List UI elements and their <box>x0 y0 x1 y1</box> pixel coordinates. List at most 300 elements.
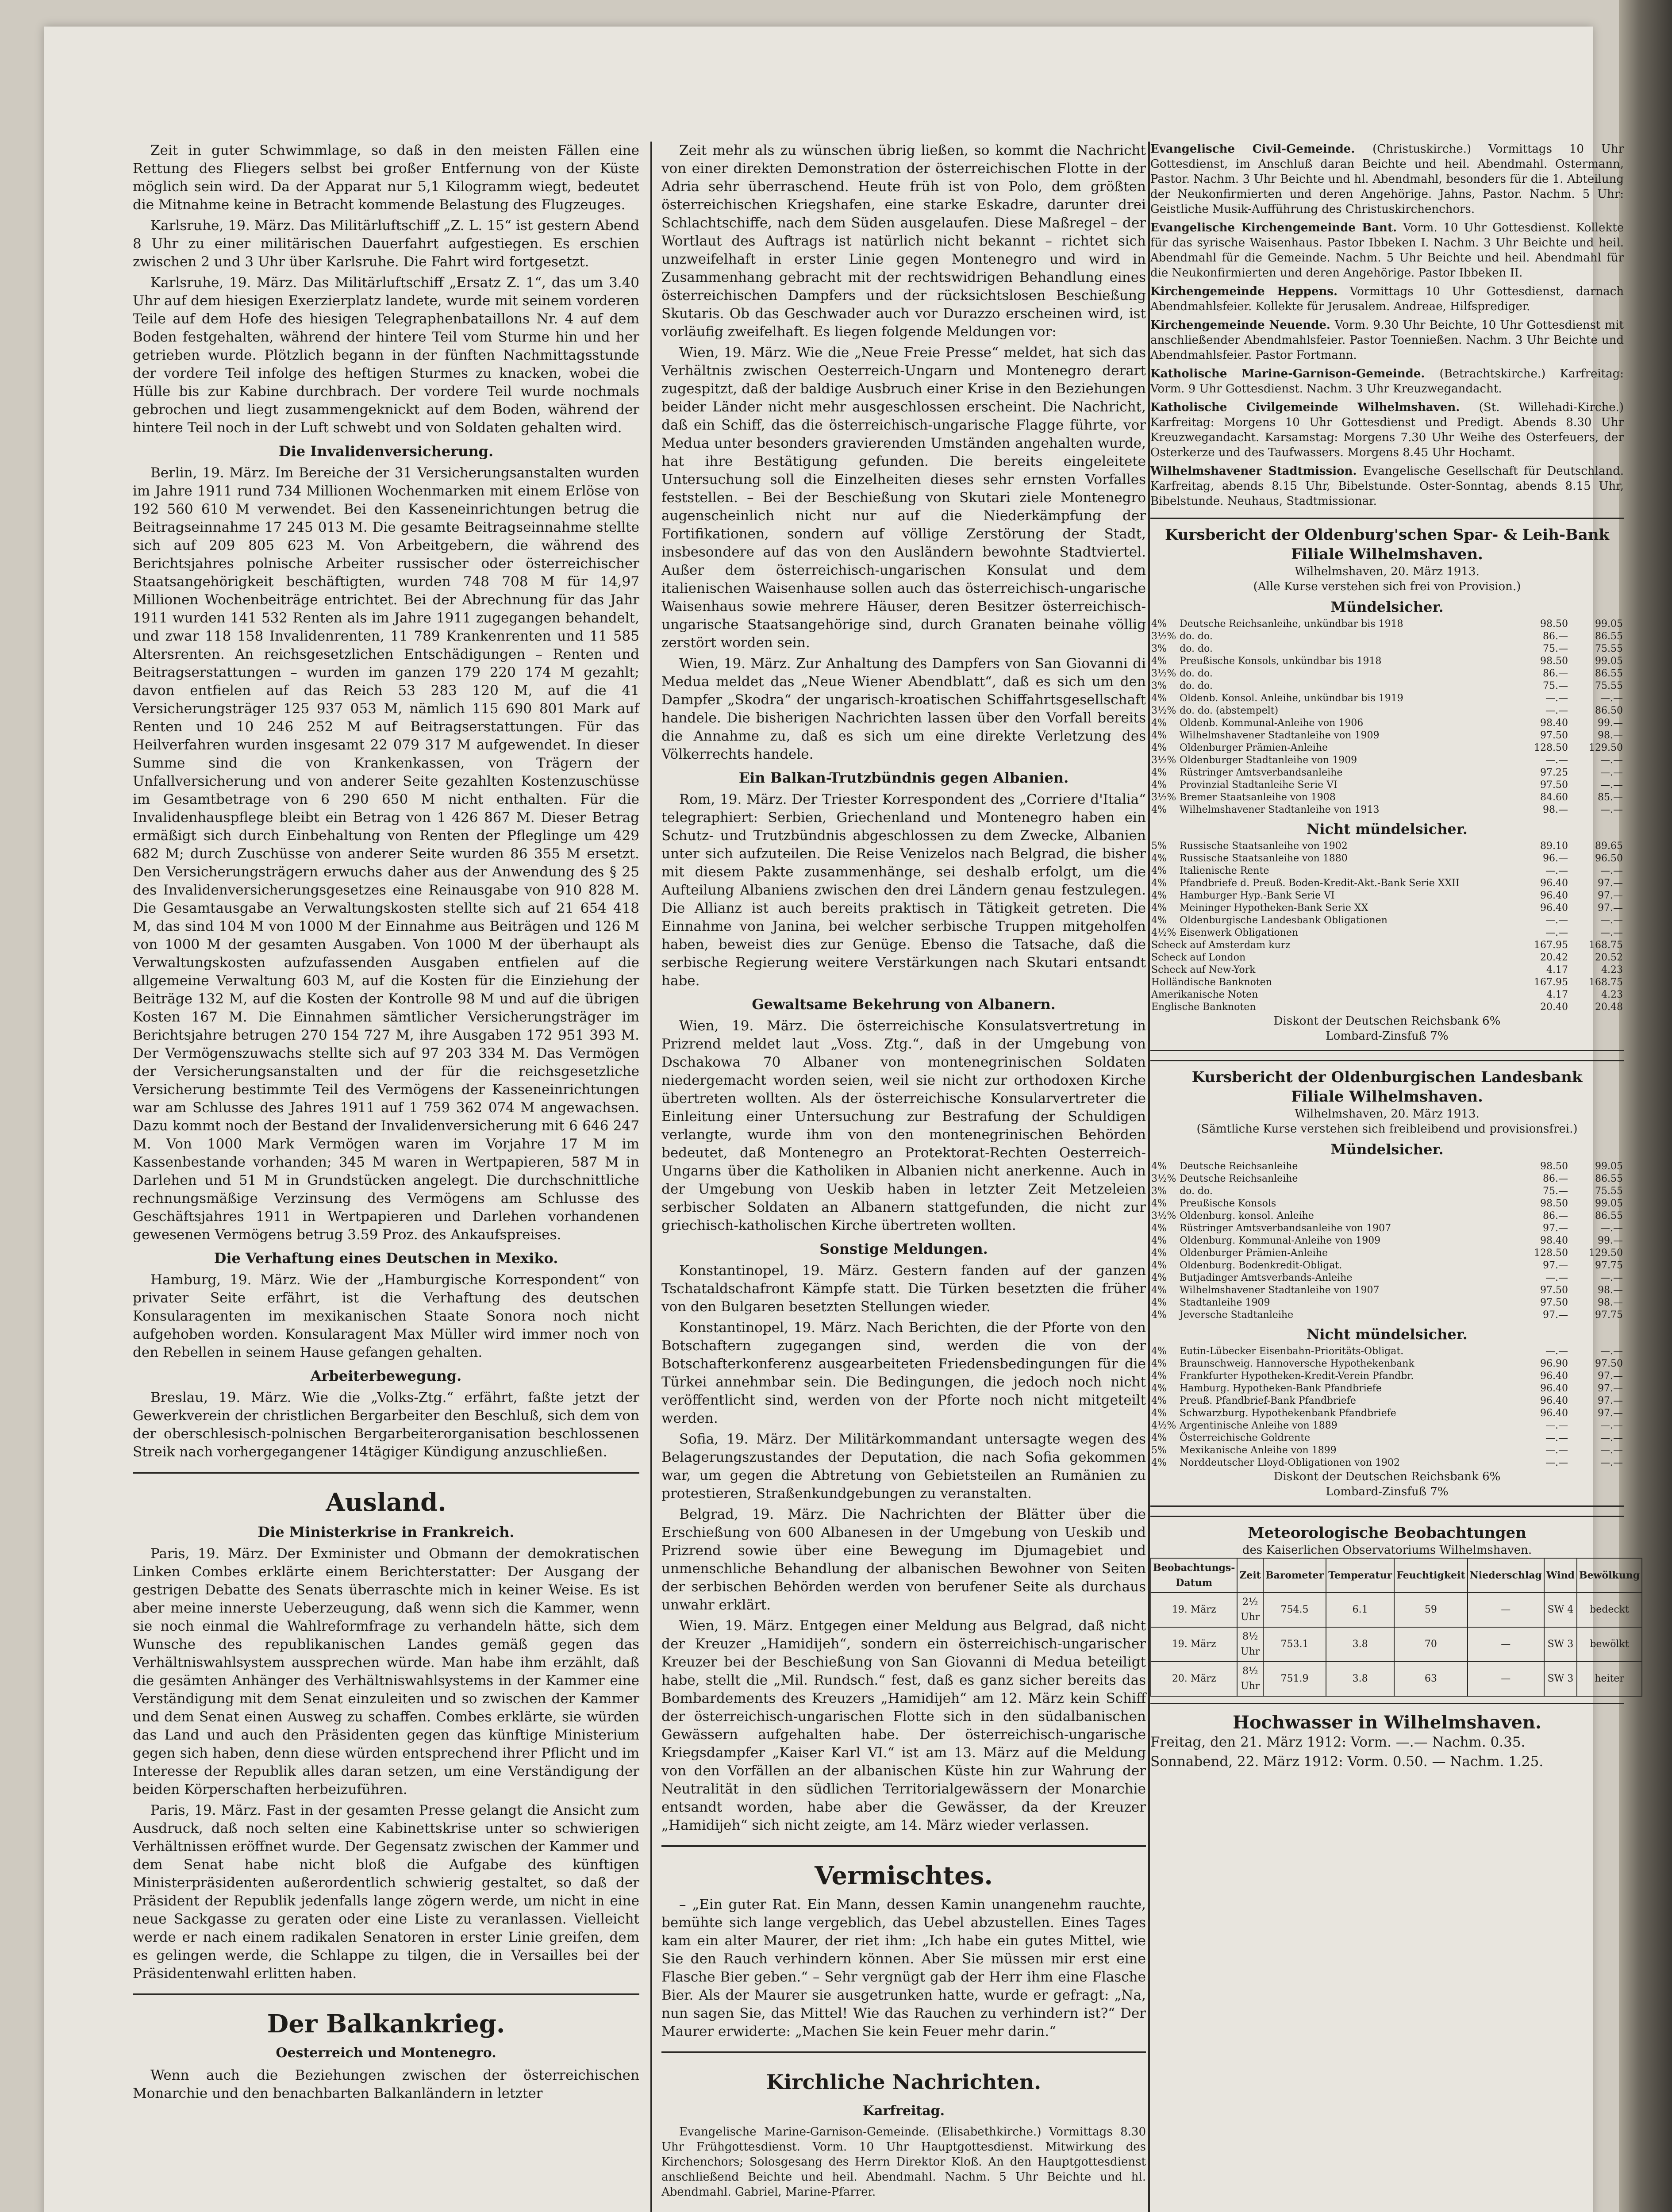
table-row <box>1150 1222 1624 1235</box>
rate-percent: 3½% <box>1151 668 1176 679</box>
bank-date: Wilhelmshaven, 20. März 1913. <box>1295 565 1480 578</box>
table-cell: 70 <box>1394 1627 1467 1662</box>
church-text: (Christuskirche.) Vormittags 10 Uhr Gottesdienst, im Anschluß daran Beichte und heil. Abendmahl. Ostermann, Pastor. Nachm. 3 Uhr Beichte und hl. Abendmahl, besonders für die 1. Abteilung der Neukonfirmierten und deren Angehörige. Jahns, Pastor. Nachm. 5 Uhr: Geistliche Musik-Aufführung des Christuskirchenchors. <box>1150 142 1624 216</box>
table-row <box>1150 1457 1624 1469</box>
rates-table <box>1150 1345 1624 1469</box>
weather-subtitle: des Kaiserlichen Observatoriums Wilhelmshaven. <box>1242 1544 1532 1557</box>
article-paragraph: Rom, 19. März. Der Triester Korrespondent des „Corriere d'Italia“ telegraphiert: Serbien, Griechenland und Montenegro haben ein Schutz- und Trutzbündnis abgeschlossen zu dem Zwecke, Albanien unter sich aufzuteilen. Die Reise Venizelos nach Belgrad, die bisher mit diesem Pakte zusammenhänge, sei deshalb erfolgt, um die Aufteilung Albaniens zwischen den drei Ländern genau festzulegen. Die Allianz ist auch bereits praktisch in Tätigkeit getreten. Die Einnahme von Janina, bei welcher serbische Truppen mitgeholfen haben, beweist dies zur Genüge. Ebenso die Tatsache, daß die serbische Regierung weitere Verstärkungen nach Skutari entsandt habe. <box>661 791 1146 989</box>
price-ask: 75.55 <box>1595 643 1623 654</box>
rates-table <box>1150 618 1624 816</box>
rate-percent: 4% <box>1151 656 1167 667</box>
table-row <box>1150 1160 1624 1173</box>
price-bid: 75.— <box>1543 1186 1568 1197</box>
price-bid: 4.17 <box>1546 964 1568 975</box>
price-bid: 86.— <box>1543 631 1568 642</box>
table-section: Nicht mündelsicher. <box>1307 821 1468 837</box>
security-name: Oldenburg. Kommunal-Anleihe von 1909 <box>1180 1235 1381 1246</box>
church-entry <box>1150 366 1624 396</box>
price-bid: 20.42 <box>1540 952 1568 963</box>
price-bid: —.— <box>1545 915 1568 926</box>
price-ask: —.— <box>1600 1420 1623 1431</box>
security-name: Deutsche Reichsanleihe <box>1180 1173 1298 1184</box>
price-bid: —.— <box>1545 1445 1568 1456</box>
column-rule <box>1148 142 1150 2212</box>
price-ask: 168.75 <box>1589 977 1623 988</box>
price-ask: 97.50 <box>1595 1358 1623 1369</box>
table-row <box>1150 989 1624 1001</box>
rate-percent: 4% <box>1151 1310 1167 1321</box>
section-heading: Die Ministerkrise in Frankreich. <box>258 1524 515 1540</box>
table-row <box>1150 840 1624 853</box>
price-bid: 98.40 <box>1540 718 1568 729</box>
table-row <box>1150 976 1624 989</box>
column-1 <box>133 142 639 2105</box>
table-cell: 2½ Uhr <box>1237 1593 1263 1627</box>
church-text: Vorm. 10 Uhr Gottesdienst. Kollekte für das syrische Waisenhaus. Pastor Ibbeken I. Nachm. 3 Uhr Beichte und heil. Abendmahl für die Gemeinde. Nachm. 5 Uhr Beichte und heil. Abendmahl für die Neukonfirmierten und deren Angehörige. Pastor Ibbeken II. <box>1150 221 1624 280</box>
rate-percent: 4% <box>1151 742 1167 753</box>
department-heading: Ausland. <box>326 1488 446 1517</box>
table-row <box>1150 692 1624 705</box>
discount-line: Diskont der Deutschen Reichsbank 6% <box>1273 1014 1501 1028</box>
rate-percent: 3½% <box>1151 1210 1176 1221</box>
security-name: Bremer Staatsanleihe von 1908 <box>1180 792 1336 803</box>
rate-percent: 4% <box>1151 1272 1167 1283</box>
table-row <box>1150 1420 1624 1432</box>
price-ask: —.— <box>1600 804 1623 815</box>
table-cell: bewölkt <box>1577 1627 1642 1662</box>
article-paragraph: Zeit in guter Schwimmlage, so daß in den meisten Fällen eine Rettung des Fliegers selbst bei großer Entfernung von der Küste möglich sein wird. Da der Apparat nur 5,1 Kilogramm wiegt, bedeutet die Mitnahme keine in Betracht kommende Belastung des Flugzeuges. <box>133 142 639 213</box>
column-header: Temperatur <box>1326 1558 1394 1593</box>
table-row <box>1150 1370 1624 1382</box>
bank-subtitle: Filiale Wilhelmshaven. <box>1291 545 1483 563</box>
bank-note: (Sämtliche Kurse verstehen sich freibleibend und provisionsfrei.) <box>1196 1122 1578 1136</box>
security-name: Frankfurter Hypotheken-Kredit-Verein Pfandbr. <box>1180 1371 1414 1382</box>
column-2 <box>661 142 1146 2202</box>
price-ask: —.— <box>1600 780 1623 791</box>
table-row <box>1151 1662 1642 1696</box>
security-name: Scheck auf London <box>1151 952 1246 963</box>
church-entry <box>1150 400 1624 460</box>
rate-percent: 4% <box>1151 890 1167 901</box>
rate-percent: 4% <box>1151 804 1167 815</box>
security-name: do. do. (abstempelt) <box>1180 705 1279 716</box>
price-bid: 167.95 <box>1534 977 1568 988</box>
price-ask: 4.23 <box>1601 964 1623 975</box>
article-paragraph: Wien, 19. März. Wie die „Neue Freie Presse“ meldet, hat sich das Verhältnis zwischen Oesterreich-Ungarn und Montenegro derart zugespitzt, daß der baldige Ausbruch einer Krise in den Beziehungen beider Länder nicht mehr ausgeschlossen erscheint. Die Nachricht, daß ein Schiff, das die österreichisch-ungarische Flagge führte, vor Medua unter besonders gravierenden Umständen angehalten wurde, hat ihre Bestätigung gefunden. Die bereits eingeleitete Untersuchung soll die Einzelheiten dieses sehr ernsten Vorfalles feststellen. – Bei der Beschießung von Skutari ziele Montenegro augenscheinlich nicht nur auf die Niederkämpfung der Fortifikationen, sondern auf völlige Zerstörung der Stadt, insbesondere auf das von den Ausländern bewohnte Stadtviertel. Außer dem österreichisch-ungarischen Konsulat und dem italienischen Waisenhause sollen auch das österreichisch-ungarische Waisenhaus sowie mehrere Häuser, deren Besitzer österreichisch-ungarische Staatsangehörige sind, durch Granaten beinahe völlig zerstört worden sein. <box>661 345 1146 651</box>
table-row <box>1150 877 1624 890</box>
price-ask: 97.— <box>1598 890 1623 901</box>
table-header-row <box>1151 1558 1642 1593</box>
security-name: Mexikanische Anleihe von 1899 <box>1180 1445 1337 1456</box>
article-paragraph: Breslau, 19. März. Wie die „Volks-Ztg.“ erfährt, faßte jetzt der Gewerkverein der christlichen Bergarbeiter den Beschluß, sich dem von der oberschlesisch-polnischen Bergarbeiterorganisation beschlossenen Streik nach vorhergegangener 14tägiger Kündigung anzuschließen. <box>133 1390 639 1460</box>
security-name: Scheck auf New-York <box>1151 964 1256 975</box>
rate-percent: 3½% <box>1151 631 1176 642</box>
rate-percent: 4% <box>1151 1371 1167 1382</box>
security-name: Amerikanische Noten <box>1151 989 1258 1000</box>
rate-percent: 4% <box>1151 1285 1167 1296</box>
price-bid: 96.40 <box>1540 1408 1568 1419</box>
table-row <box>1150 1444 1624 1457</box>
price-bid: 98.50 <box>1540 618 1568 630</box>
exchange-table <box>1150 939 1624 1014</box>
section-heading: Gewaltsame Bekehrung von Albanern. <box>752 996 1056 1013</box>
price-bid: 128.50 <box>1534 742 1568 753</box>
table-row <box>1150 680 1624 692</box>
table-row <box>1150 791 1624 804</box>
price-bid: —.— <box>1545 1457 1568 1468</box>
table-row <box>1150 754 1624 767</box>
table-row <box>1150 927 1624 939</box>
bank-title: Kursbericht der Oldenburgischen Landesbank <box>1192 1068 1583 1086</box>
rate-percent: 4% <box>1151 1248 1167 1259</box>
divider <box>661 2051 1146 2053</box>
table-row <box>1150 1260 1624 1272</box>
article-paragraph: Konstantinopel, 19. März. Gestern fanden auf der ganzen Tschataldschafront Kämpfe statt. Die Türken besetzten die früher von den Bulgaren besetzten Stellungen wieder. <box>661 1263 1146 1315</box>
section-heading: Oesterreich und Montenegro. <box>276 2045 496 2061</box>
bank-report-2 <box>1150 1060 1624 1507</box>
table-row <box>1150 1432 1624 1444</box>
table-cell: 754.5 <box>1263 1593 1326 1627</box>
table-row <box>1150 865 1624 877</box>
security-name: Jeversche Stadtanleihe <box>1180 1310 1294 1321</box>
rate-percent: 4% <box>1151 1161 1167 1172</box>
table-row <box>1150 655 1624 668</box>
price-bid: 98.50 <box>1540 1161 1568 1172</box>
price-bid: —.— <box>1545 705 1568 716</box>
church-entry <box>1150 220 1624 280</box>
table-cell: — <box>1468 1627 1544 1662</box>
table-cell: 19. März <box>1151 1593 1237 1627</box>
price-ask: —.— <box>1600 1223 1623 1234</box>
table-row <box>1150 952 1624 964</box>
security-name: Russische Staatsanleihe von 1880 <box>1180 853 1348 864</box>
security-name: Oldenburg. konsol. Anleihe <box>1180 1210 1314 1221</box>
section-heading: Die Verhaftung eines Deutschen in Mexiko. <box>214 1250 558 1267</box>
price-ask: —.— <box>1600 915 1623 926</box>
price-ask: 86.55 <box>1595 1210 1623 1221</box>
price-bid: 167.95 <box>1534 940 1568 951</box>
security-name: do. do. <box>1180 680 1213 691</box>
price-ask: —.— <box>1600 1432 1623 1444</box>
table-row <box>1150 914 1624 927</box>
rate-percent: 4% <box>1151 1260 1167 1271</box>
table-cell: SW 3 <box>1544 1662 1577 1696</box>
church-name: Katholische Civilgemeinde Wilhelmshaven. <box>1150 401 1479 414</box>
divider <box>661 1845 1146 1847</box>
security-name: Provinzial Stadtanleihe Serie VI <box>1180 780 1338 791</box>
rate-percent: 4% <box>1151 1297 1167 1308</box>
book-binding <box>1619 0 1672 2212</box>
rate-percent: 4% <box>1151 1408 1167 1419</box>
security-name: Butjadinger Amtsverbands-Anleihe <box>1180 1272 1353 1283</box>
security-name: Rüstringer Amtsverbandsanleihe <box>1180 767 1343 778</box>
table-row <box>1151 1593 1642 1627</box>
table-row <box>1150 964 1624 976</box>
table-row <box>1150 1407 1624 1420</box>
column-header: Feuchtigkeit <box>1394 1558 1467 1593</box>
table-row <box>1150 618 1624 630</box>
church-name: Kirchengemeinde Heppens. <box>1150 285 1350 298</box>
rate-percent: 4% <box>1151 1198 1167 1209</box>
security-name: do. do. <box>1180 1186 1213 1197</box>
security-name: Argentinische Anleihe von 1889 <box>1180 1420 1338 1431</box>
security-name: Schwarzburg. Hypothekenbank Pfandbriefe <box>1180 1408 1396 1419</box>
price-ask: 75.55 <box>1595 1186 1623 1197</box>
price-ask: 99.— <box>1598 718 1623 729</box>
church-notices <box>1150 142 1624 509</box>
price-ask: —.— <box>1600 1457 1623 1468</box>
price-bid: 96.40 <box>1540 1395 1568 1406</box>
table-cell: 59 <box>1394 1593 1467 1627</box>
price-ask: 20.48 <box>1595 1002 1623 1013</box>
price-bid: 97.50 <box>1540 1297 1568 1308</box>
article-paragraph: Hamburg, 19. März. Wie der „Hamburgische Korrespondent“ von privater Seite erfährt, ist die Verhaftung des deutschen Konsularagenten im mexikanischen Staate Sonora noch nicht aufgehoben worden. Konsularagent Max Müller wird immer noch von den Rebellen in seinem Hause gefangen gehalten. <box>133 1272 639 1360</box>
weather-report <box>1150 1516 1640 1704</box>
article-paragraph: Karlsruhe, 19. März. Das Militärluftschiff „Z. L. 15“ ist gestern Abend 8 Uhr zu einer militärischen Dauerfahrt aufgestiegen. Es erschien zwischen 2 und 3 Uhr über Karlsruhe. Die Fahrt wird fortgesetzt. <box>133 218 639 270</box>
price-bid: 86.— <box>1543 1210 1568 1221</box>
table-cell: 3.8 <box>1326 1662 1394 1696</box>
price-ask: 97.— <box>1598 1395 1623 1406</box>
rate-percent: 4% <box>1151 1358 1167 1369</box>
article-paragraph: Karlsruhe, 19. März. Das Militärluftschiff „Ersatz Z. 1“, das um 3.40 Uhr auf dem hiesigen Exerzierplatz landete, wurde mit seinem vorderen Teile auf dem Hofe des hiesigen Telegraphenbataillons Nr. 4 auf dem Boden festgehalten, während der hintere Teil vom Sturme hin und her getrieben wurde. Plötzlich begann in der fünften Nachmittagsstunde der vordere Teil infolge des heftigen Sturmes zu knacken, wobei die Hülle bis zur Kabine durchbrach. Der vordere Teil wurde nochmals gebrochen und liegt zusammengeknickt auf dem Boden, während der hintere Teil noch in der Luft schwebt und von Soldaten gehalten wird. <box>133 275 639 436</box>
security-name: Oldenb. Kommunal-Anleihe von 1906 <box>1180 718 1364 729</box>
discount-line: Diskont der Deutschen Reichsbank 6% <box>1273 1470 1501 1483</box>
article-paragraph: Wenn auch die Beziehungen zwischen der österreichischen Monarchie und den benachbarten Balkanländern in letzter <box>133 2067 639 2101</box>
rate-percent: 4% <box>1151 693 1167 704</box>
rate-percent: 3½% <box>1151 755 1176 766</box>
price-bid: 97.— <box>1543 1310 1568 1321</box>
table-row <box>1150 1309 1624 1321</box>
table-row <box>1151 1627 1642 1662</box>
table-section: Mündelsicher. <box>1330 599 1444 615</box>
column-header: Bewölkung <box>1577 1558 1642 1593</box>
price-ask: 97.— <box>1598 878 1623 889</box>
table-cell: 20. März <box>1151 1662 1237 1696</box>
rate-percent: 3% <box>1151 1186 1167 1197</box>
rate-percent: 4% <box>1151 878 1167 889</box>
price-ask: 85.— <box>1598 792 1623 803</box>
table-row <box>1150 643 1624 655</box>
table-row <box>1150 853 1624 865</box>
table-cell: 63 <box>1394 1662 1467 1696</box>
department-heading: Der Balkankrieg. <box>267 2009 505 2039</box>
table-row <box>1150 1198 1624 1210</box>
department-heading: Vermischtes. <box>815 1861 993 1890</box>
price-bid: 20.40 <box>1540 1002 1568 1013</box>
rate-percent: 4% <box>1151 853 1167 864</box>
security-name: do. do. <box>1180 643 1213 654</box>
security-name: Meininger Hypotheken-Bank Serie XX <box>1180 902 1368 914</box>
price-ask: 4.23 <box>1601 989 1623 1000</box>
high-water-line: Freitag, den 21. März 1912: Vorm. —.— Nachm. 0.35. <box>1150 1734 1526 1750</box>
price-bid: 75.— <box>1543 643 1568 654</box>
price-ask: 99.05 <box>1595 656 1623 667</box>
section-heading: Sonstige Meldungen. <box>819 1240 988 1257</box>
price-bid: —.— <box>1545 693 1568 704</box>
article-paragraph: Belgrad, 19. März. Die Nachrichten der Blätter über die Erschießung von 600 Albanesen in der Umgebung von Ueskib und Prizrend sowie über eine Bewegung im Djumagebiet und unmenschliche Behandlung der albanischen Bewohner von Seiten der serbischen Behörden werden von berufener Seite als durchaus unwahr erklärt. <box>661 1506 1146 1613</box>
price-ask: —.— <box>1600 865 1623 876</box>
security-name: Eutin-Lübecker Eisenbahn-Prioritäts-Obligat. <box>1180 1346 1404 1357</box>
article-paragraph: Zeit mehr als zu wünschen übrig ließen, so kommt die Nachricht von einer direkten Demonstration der österreichischen Flotte in der Adria sehr überraschend. Heute früh ist von Polo, dem größten österreichischen Kriegshafen, eine starke Eskadre, darunter drei Schlachtschiffe, nach dem Süden ausgelaufen. Diese Maßregel – der Wortlaut des Auftrags ist natürlich nicht bekannt – richtet sich unzweifelhaft in erster Linie gegen Montenegro und wird in Zusammenhang gebracht mit der rechtswidrigen Behandlung eines österreichischen Dampfers und der rücksichtslosen Beschießung Skutaris. Ob das Geschwader auch vor Durazzo erscheinen wird, ist vorläufig zweifelhaft. Es liegen folgende Meldungen vor: <box>661 142 1146 340</box>
church-entry <box>1150 464 1624 509</box>
price-bid: 96.40 <box>1540 1383 1568 1394</box>
table-section: Mündelsicher. <box>1330 1141 1444 1158</box>
price-ask: 99.— <box>1598 1235 1623 1246</box>
divider <box>133 1472 639 1474</box>
price-ask: 98.— <box>1598 1285 1623 1296</box>
price-bid: 96.90 <box>1540 1358 1568 1369</box>
security-name: Italienische Rente <box>1180 865 1269 876</box>
price-bid: 89.10 <box>1540 841 1568 852</box>
table-row <box>1150 902 1624 914</box>
price-bid: —.— <box>1545 1432 1568 1444</box>
price-bid: 96.40 <box>1540 878 1568 889</box>
price-ask: —.— <box>1600 1272 1623 1283</box>
table-cell: 6.1 <box>1326 1593 1394 1627</box>
rate-percent: 4% <box>1151 1432 1167 1444</box>
church-text: Vormittags 10 Uhr Gottesdienst, darnach Abendmahlsfeier. Kollekte für Jerusalem. Andreae, Hilfsprediger. <box>1150 285 1624 313</box>
bank-report-1 <box>1150 518 1624 1051</box>
price-bid: 97.50 <box>1540 1285 1568 1296</box>
church-text: Evangelische Gesellschaft für Deutschland. Karfreitag, abends 8.15 Uhr, Bibelstunde. Oster-Sonntag, abends 8.15 Uhr, Bibelstunde. Neuhaus, Stadtmissionar. <box>1150 465 1624 508</box>
rate-percent: 3½% <box>1151 705 1176 716</box>
security-name: Englische Banknoten <box>1151 1002 1256 1013</box>
table-cell: 19. März <box>1151 1627 1237 1662</box>
security-name: Deutsche Reichsanleihe <box>1180 1161 1298 1172</box>
price-bid: 84.60 <box>1540 792 1568 803</box>
lombard-line: Lombard-Zinsfuß 7% <box>1326 1029 1449 1043</box>
price-ask: —.— <box>1600 693 1623 704</box>
price-bid: —.— <box>1545 1346 1568 1357</box>
price-ask: 86.55 <box>1595 1173 1623 1184</box>
price-bid: 97.50 <box>1540 780 1568 791</box>
rate-percent: 5% <box>1151 1445 1167 1456</box>
price-ask: 97.— <box>1598 1371 1623 1382</box>
column-header: Barometer <box>1263 1558 1326 1593</box>
bank-subtitle: Filiale Wilhelmshaven. <box>1291 1088 1483 1106</box>
table-row <box>1150 1173 1624 1185</box>
rate-percent: 3½% <box>1151 792 1176 803</box>
column-3 <box>1150 142 1640 1771</box>
security-name: Eisenwerk Obligationen <box>1180 927 1299 938</box>
table-row <box>1150 779 1624 791</box>
article-paragraph: Sofia, 19. März. Der Militärkommandant untersagte wegen des Belagerungszustandes der Deputation, die nach Sofia gekommen war, um gegen die Abtretung von Gebietsteilen an Rumänien zu protestieren, Straßenkundgebungen zu veranstalten. <box>661 1431 1146 1502</box>
column-header: Niederschlag <box>1468 1558 1544 1593</box>
divider <box>133 1993 639 1995</box>
price-bid: —.— <box>1545 1272 1568 1283</box>
table-row <box>1150 1358 1624 1370</box>
rate-percent: 4% <box>1151 915 1167 926</box>
article-paragraph: Paris, 19. März. Der Exminister und Obmann der demokratischen Linken Combes erklärte einem Berichterstatter: Der Ausgang der gestrigen Debatte des Senats überraschte mich in keiner Weise. Es ist aber meine innerste Ueberzeugung, daß wenn sich die Kammer, wenn sie noch einmal die Wahlreformfrage zu verhandeln hätte, sich dem Wunsche des republikanischen Landes gemäß gegen das Verhältniswahlsystem aussprechen würde. Man habe ihm erzählt, daß die gesämten Anhänger des Verhältniswahlsystems in der Kammer eine Verständigung mit dem Senat einzuleiten und so zwischen der Kammer und dem Senat einen Ausweg zu schaffen. Combes erklärte, sie würden das Land und auch den Präsidenten gegen das künftige Ministerium gegen sich haben, denn diese würden entsprechend ihrer Pflicht und im Interesse der Republik alles daran setzen, um eine Verständigung der beiden Körperschaften herbeizuführen. <box>133 1546 639 1797</box>
rate-percent: 5% <box>1151 841 1167 852</box>
table-row <box>1150 1382 1624 1395</box>
table-row <box>1150 1284 1624 1297</box>
table-row <box>1150 1297 1624 1309</box>
table-row <box>1150 1345 1624 1358</box>
rate-percent: 4% <box>1151 1346 1167 1357</box>
table-cell: heiter <box>1577 1662 1642 1696</box>
table-cell: 751.9 <box>1263 1662 1326 1696</box>
rate-percent: 4% <box>1151 1395 1167 1406</box>
table-row <box>1150 1235 1624 1247</box>
rate-percent: 4% <box>1151 718 1167 729</box>
article-paragraph: Paris, 19. März. Fast in der gesamten Presse gelangt die Ansicht zum Ausdruck, daß noch selten eine Kabinettskrise unter so schwierigen Verhältnissen eröffnet wurde. Der Gegensatz zwischen der Kammer und dem Senat habe nicht bloß die Aufgabe des künftigen Ministerpräsidenten außerordentlich schwierig gestaltet, so daß der Präsident der Republik jedenfalls lange zögern werde, um nicht in eine neue Sackgasse zu geraten oder eine Liste zu veranlassen. Vielleicht werde er nach einem radikalen Senatoren in erster Linie greifen, dem es gelingen werde, die Schlappe zu tilgen, die in Versailles bei der Präsidentenwahl erlitten haben. <box>133 1802 639 1982</box>
church-name: Evangelische Kirchengemeinde Bant. <box>1150 221 1403 234</box>
price-ask: 20.52 <box>1595 952 1623 963</box>
price-bid: 128.50 <box>1534 1248 1568 1259</box>
church-text: Vorm. 9.30 Uhr Beichte, 10 Uhr Gottesdienst mit anschließender Abendmahlsfeier. Pastor Toennießen. Nachm. 3 Uhr Beichte und Abendmahlsfeier. Pastor Fortmann. <box>1150 319 1624 362</box>
price-ask: 98.— <box>1598 730 1623 741</box>
table-cell: SW 3 <box>1544 1627 1577 1662</box>
price-ask: 99.05 <box>1595 618 1623 630</box>
article-paragraph: Berlin, 19. März. Im Bereiche der 31 Versicherungsanstalten wurden im Jahre 1911 rund 734 Millionen Wochenmarken mit einem Erlöse von 192 560 610 M verwendet. Bei den Kasseneinrichtungen betrug die Beitragseinnahme 17 245 013 M. Die gesamte Beitragseinnahme stellte sich auf 209 805 623 M. Von Arbeitgebern, die während des Berichtsjahres polnische Arbeiter russischer oder österreichischer Staatsangehörigkeit beschäftigten, wurden 748 708 M für 14,97 Millionen Wochenbeiträge entrichtet. Bei der Abrechnung für das Jahr 1911 wurden 141 532 Renten als im Jahre 1911 zugegangen behandelt, und zwar 118 158 Invalidenrenten, 11 789 Krankenrenten und 11 585 Altersrenten. An reichsgesetzlichen Entschädigungen – Renten und Beitragserstattungen – wurden im ganzen 179 220 174 M gezahlt; davon entfielen auf das Reich 53 283 120 M, auf die 41 Versicherungsträger 125 937 053 M, nämlich 115 690 801 Mark auf Renten und 10 246 252 M auf Beitragserstattungen. Für das Heilverfahren wurden insgesamt 22 079 317 M aufgewendet. In dieser Summe sind die von Krankenkassen, von Trägern der Unfallversicherung und von anderer Seite gezahlten Kostenzuschüsse im Gesamtbetrage von 6 290 650 M nicht enthalten. Für die Invalidenhauspflege bleibt ein Betrag von 1 426 867 M. Dieser Betrag ermäßigt sich durch Einbehaltung von Renten der Pfleglinge um 429 682 M; durch Zuschüsse von anderer Seite wurden 86 355 M ersetzt. Den Versicherungsträgern erwuchs daher aus der Anwendung des § 25 des Invalidenversicherungsgesetzes eine Reinausgabe von 910 828 M. Die Gesamtausgabe an Verwaltungskosten stellte sich auf 21 654 418 M, das sind 104 M von 1000 M der Einnahme aus Beiträgen und 126 M von 1000 M der gesamten Ausgaben. Von 1000 M der überhaupt als Verwaltungskosten aufzufassenden Ausgaben entfielen auf die allgemeine Verwaltung 603 M, auf die Kosten für die Einziehung der Beiträge 132 M, auf die Kosten der Kontrolle 98 M und auf die übrigen Kosten 167 M. Die Einnahmen sämtlicher Versicherungsträger im Berichtsjahre betrugen 270 154 727 M, ihre Ausgaben 172 951 393 M. Der Vermögenszuwachs stellte sich auf 97 203 334 M. Das Vermögen der Versicherungsanstalten und der für die reichsgesetzliche Versicherung bestimmte Teil des Vermögens der Kasseneinrichtungen war am Schlusse des Jahres 1911 auf 1 759 362 074 M angewachsen. Dazu kommt noch der Bestand der Invalidenversicherung mit 6 646 247 M. Von 1000 Mark Vermögen waren im Vorjahre 17 M im Kassenbestande vorhanden; 345 M waren in Wertpapieren, 587 M in Darlehen und 51 M in Grundstücken angelegt. Die durchschnittliche rechnungsmäßige Verzinsung des Vermögens am Schlusse des Geschäftsjahres 1911 in Wertpapieren und Darlehen vorhandenen gewesenen Vermögens betrug 3.59 Proz. des Ankaufspreises. <box>133 465 639 1243</box>
price-bid: 97.25 <box>1540 767 1568 778</box>
rate-percent: 4% <box>1151 865 1167 876</box>
security-name: Preußische Konsols, unkündbar bis 1918 <box>1180 656 1382 667</box>
table-cell: 8½ Uhr <box>1237 1627 1263 1662</box>
table-row <box>1150 717 1624 730</box>
security-name: Rüstringer Amtsverbandsanleihe von 1907 <box>1180 1223 1391 1234</box>
rate-percent: 4% <box>1151 902 1167 914</box>
price-ask: 97.— <box>1598 902 1623 914</box>
price-ask: 86.50 <box>1595 705 1623 716</box>
security-name: Braunschweig. Hannoversche Hypothekenbank <box>1180 1358 1414 1369</box>
security-name: Oldenburger Stadtanleihe von 1909 <box>1180 755 1357 766</box>
column-header: Wind <box>1544 1558 1577 1593</box>
rate-percent: 4½% <box>1151 927 1176 938</box>
section-heading: Karfreitag. <box>862 2103 945 2119</box>
church-entry <box>1150 142 1624 217</box>
security-name: Wilhelmshavener Stadtanleihe von 1907 <box>1180 1285 1380 1296</box>
weather-title: Meteorologische Beobachtungen <box>1248 1524 1526 1542</box>
church-text: (St. Willehadi-Kirche.) Karfreitag: Morgens 10 Uhr Gottesdienst und Predigt. Abends 8.30 Uhr Kreuzwegandacht. Karsamstag: Morgens 7.30 Uhr Weihe des Osterfeuers, der Osterkerze und des Taufwassers. Morgens 8.45 Uhr Hochamt. <box>1150 401 1624 459</box>
security-name: Russische Staatsanleihe von 1902 <box>1180 841 1348 852</box>
rate-percent: 4% <box>1151 1383 1167 1394</box>
price-bid: 98.50 <box>1540 1198 1568 1209</box>
price-bid: 97.50 <box>1540 730 1568 741</box>
price-ask: 75.55 <box>1595 680 1623 691</box>
price-ask: 99.05 <box>1595 1198 1623 1209</box>
table-row <box>1150 939 1624 952</box>
table-cell: 8½ Uhr <box>1237 1662 1263 1696</box>
security-name: Stadtanleihe 1909 <box>1180 1297 1270 1308</box>
rate-percent: 3% <box>1151 643 1167 654</box>
section-heading: Die Invalidenversicherung. <box>278 443 494 460</box>
high-water-line: Sonnabend, 22. März 1912: Vorm. 0.50. — Nachm. 1.25. <box>1150 1754 1544 1770</box>
table-row <box>1150 730 1624 742</box>
security-name: Oldenburger Prämien-Anleihe <box>1180 742 1328 753</box>
article-paragraph: Wien, 19. März. Zur Anhaltung des Dampfers von San Giovanni di Medua meldet das „Neue Wiener Abendblatt“, daß es sich um den Dampfer „Skodra“ der ungarisch-kroatischen Schiffahrtsgesellschaft handele. Die bisherigen Nachrichten lassen über den Vorfall bereits die Annahme zu, daß es sich um eine direkte Verletzung des Völkerrechts handele. <box>661 656 1146 762</box>
bank-note: (Alle Kurse verstehen sich frei von Provision.) <box>1253 580 1521 593</box>
security-name: Österreichische Goldrente <box>1180 1432 1311 1444</box>
price-bid: 86.— <box>1543 1173 1568 1184</box>
price-bid: 96.40 <box>1540 1371 1568 1382</box>
church-name: Wilhelmshavener Stadtmission. <box>1150 465 1363 478</box>
price-ask: —.— <box>1600 1445 1623 1456</box>
security-name: Oldenb. Konsol. Anleihe, unkündbar bis 1919 <box>1180 693 1403 704</box>
price-ask: —.— <box>1600 767 1623 778</box>
church-name: Kirchengemeinde Neuende. <box>1150 319 1335 332</box>
security-name: Oldenburgische Landesbank Obligationen <box>1180 915 1388 926</box>
bank-date: Wilhelmshaven, 20. März 1913. <box>1295 1107 1480 1121</box>
price-bid: 75.— <box>1543 680 1568 691</box>
rate-percent: 4% <box>1151 1235 1167 1246</box>
rates-table <box>1150 1160 1624 1321</box>
church-name: Katholische Marine-Garnison-Gemeinde. <box>1150 367 1440 380</box>
rate-percent: 4% <box>1151 1223 1167 1234</box>
price-ask: 129.50 <box>1589 1248 1623 1259</box>
price-bid: 4.17 <box>1546 989 1568 1000</box>
